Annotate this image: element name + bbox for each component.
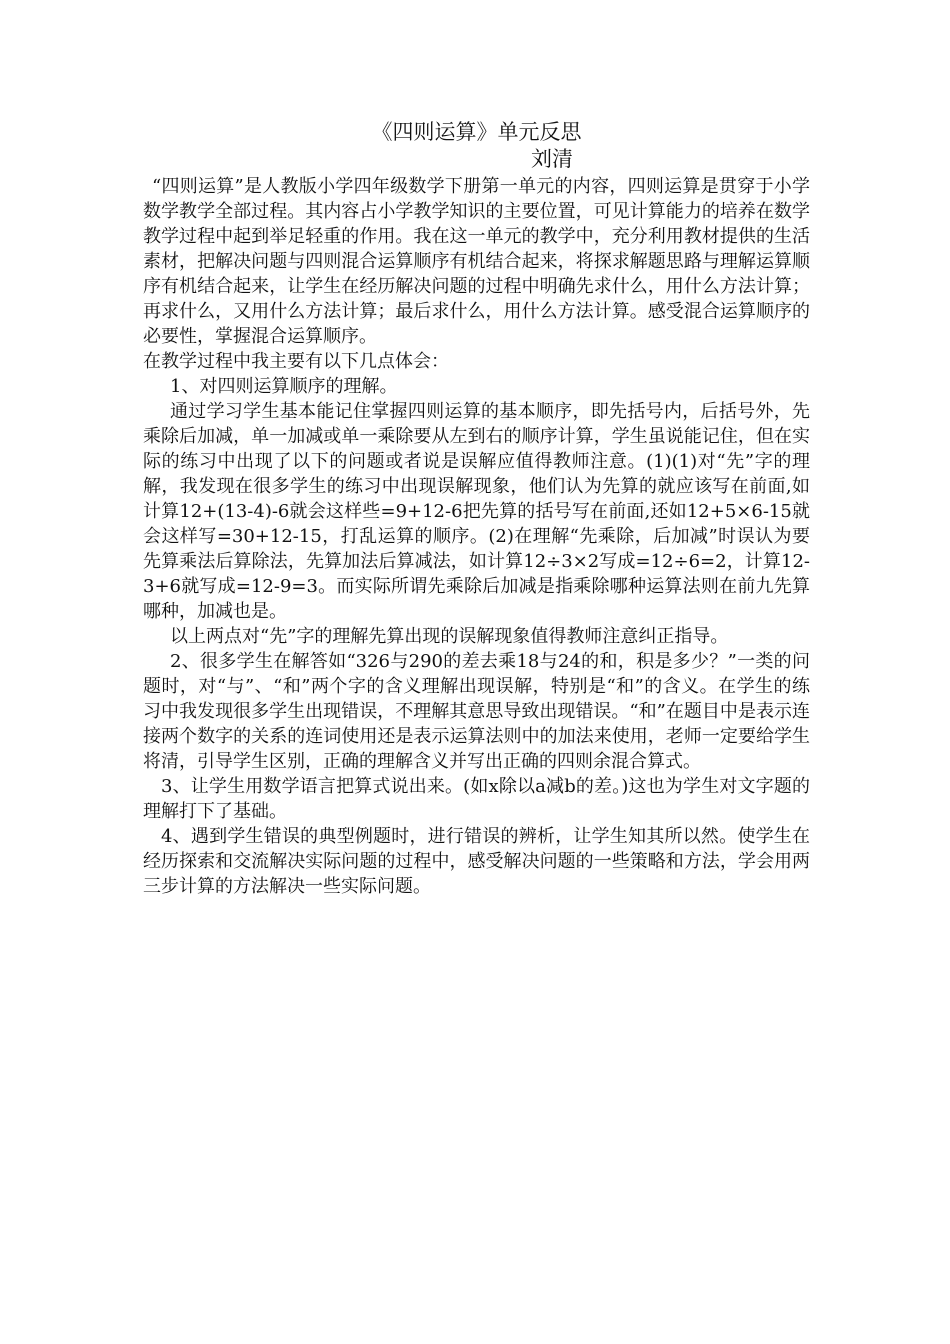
paragraph-intro: “四则运算”是人教版小学四年级数学下册第一单元的内容，四则运算是贯穿于小学数学教学全部过程。其内容占小学教学知识的主要位置，可见计算能力的培养在数学教学过程中起到举足轻重的作用。我在这一单元的教学中，充分利用教材提供的生活素材，把解决问题与四则混合运算顺序有机结合起来，将探求解题思路与理解运算顺序有机结合起来，让学生在经历解决问题的过程中明确先求什么，用什么方法计算；再求什么，又用什么方法计算；最后求什么，用什么方法计算。感受混合运算顺序的必要性，掌握混合运算顺序。: [143, 176, 810, 347]
paragraph-point-1-body: 通过学习学生基本能记住掌握四则运算的基本顺序，即先括号内，后括号外，先乘除后加减，单一加减或单一乘除要从左到右的顺序计算，学生虽说能记住，但在实际的练习中出现了以下的问题或者说是误解应值得教师注意。(1)(1)对“先”字的理解，我发现在很多学生的练习中出现误解现象，他们认为先算的就应该写在前面,如计算12+(13-4)-6就会这样些=9+12-6把先算的括号写在前面,还如12+5×6-15就会这样写=30+12-15，打乱运算的顺序。(2)在理解“先乘除，后加减”时误认为要先算乘法后算除法，先算加法后算减法，如计算12÷3×2写成=12÷6=2，计算12-3+6就写成=12-9=3。而实际所谓先乘除后加减是指乘除哪种运算法则在前九先算哪种，加减也是。: [143, 401, 810, 622]
paragraph-point-3: 3、让学生用数学语言把算式说出来。(如x除以a减b的差。)这也为学生对文字题的理解打下了基础。: [143, 776, 810, 822]
paragraph-point-1-heading: 1、对四则运算顺序的理解。: [170, 376, 398, 397]
document-page: [143, 118, 810, 899]
paragraph-experience-lead: 在教学过程中我主要有以下几点体会：: [143, 351, 449, 372]
paragraph-point-2: 2、很多学生在解答如“326与290的差去乘18与24的和，积是多少？”一类的问题时，对“与”、“和”两个字的含义理解出现误解，特别是“和”的含义。在学生的练习中我发现很多学生出现错误，不理解其意思导致出现错误。“和”在题目中是表示连接两个数字的关系的连词使用还是表示运算法则中的加法来使用，老师一定要给学生将清，引导学生区别，正确的理解含义并写出正确的四则余混合算式。: [143, 651, 810, 772]
paragraph-point-4: 4、遇到学生错误的典型例题时，进行错误的辨析，让学生知其所以然。使学生在经历探索和交流解决实际问题的过程中，感受解决问题的一些策略和方法，学会用两三步计算的方法解决一些实际问题。: [143, 826, 810, 897]
document-title: 《四则运算》单元反思: [371, 120, 582, 144]
paragraph-point-1-summary: 以上两点对“先”字的理解先算出现的误解现象值得教师注意纠正指导。: [170, 626, 729, 647]
document-author: 刘清: [531, 147, 573, 171]
